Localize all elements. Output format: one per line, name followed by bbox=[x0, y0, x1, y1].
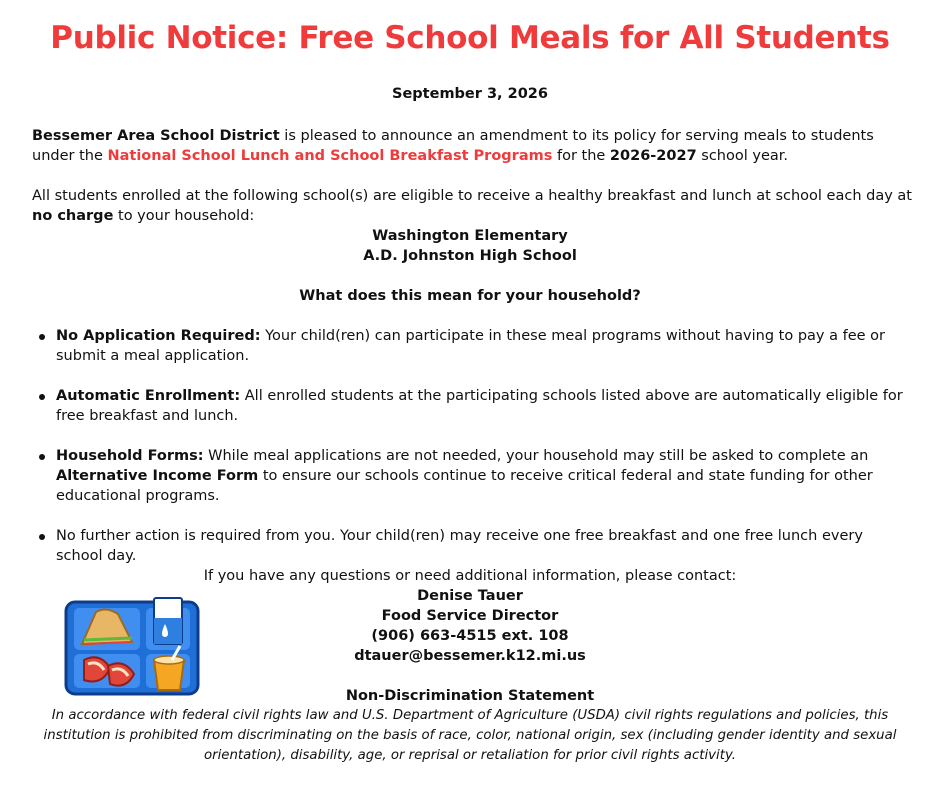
contact-email: dtauer@bessemer.k12.mi.us bbox=[354, 648, 586, 664]
bullet-heading: Automatic Enrollment: bbox=[56, 388, 241, 404]
intro-paragraph bbox=[32, 126, 912, 166]
intro-text-1: is pleased to announce an amendment to its policy for serving meals to students under the bbox=[32, 128, 874, 164]
list-item bbox=[32, 446, 912, 506]
no-charge: no charge bbox=[32, 208, 114, 224]
list-item bbox=[32, 386, 912, 426]
contact-name: Denise Tauer bbox=[417, 588, 523, 604]
bullet-text: No further action is required from you. Your child(ren) may receive one free breakfast and one free lunch every school day. bbox=[56, 528, 863, 564]
district-name: Bessemer Area School District bbox=[32, 128, 280, 144]
intro-text-2: for the bbox=[552, 148, 610, 164]
school-list bbox=[0, 226, 940, 266]
contact-role: Food Service Director bbox=[381, 608, 559, 624]
bullet-heading: No Application Required: bbox=[56, 328, 261, 344]
contact-phone: (906) 663-4515 ext. 108 bbox=[371, 628, 569, 644]
eligibility-text-2: to your household: bbox=[113, 208, 255, 224]
non-discrimination-body: In accordance with federal civil rights law and U.S. Department of Agriculture (USDA) civil rights regulations and policies, this institution is prohibited from discriminating on the basis of race, color, national origin, sex (including gender identity and sexual orientation), disability, age, or reprisal or retaliation for prior civil rights activity. bbox=[43, 708, 897, 763]
school-name: A.D. Johnston High School bbox=[363, 248, 577, 264]
bullet-text: Your child(ren) can participate in these meal programs without having to pay a fee or submit a meal application. bbox=[56, 328, 885, 364]
program-name: National School Lunch and School Breakfast Programs bbox=[107, 148, 553, 164]
bullet-text: All enrolled students at the participating schools listed above are automatically eligible for free breakfast and lunch. bbox=[56, 388, 903, 424]
list-item bbox=[32, 326, 912, 366]
alternative-income-form: Alternative Income Form bbox=[56, 468, 259, 484]
eligibility-text-1: All students enrolled at the following school(s) are eligible to receive a healthy breakfast and lunch at school each day at bbox=[32, 188, 912, 204]
school-year: 2026-2027 bbox=[609, 148, 697, 164]
non-discrimination-title: Non-Discrimination Statement bbox=[345, 688, 595, 704]
page-title: Public Notice: Free School Meals for All Students bbox=[50, 20, 890, 56]
benefit-list bbox=[32, 326, 912, 586]
list-item bbox=[32, 526, 912, 566]
school-name: Washington Elementary bbox=[372, 228, 568, 244]
intro-text-3: school year. bbox=[696, 148, 788, 164]
bullet-text: While meal applications are not needed, your household may still be asked to complete an bbox=[203, 448, 869, 464]
bullet-heading: Household Forms: bbox=[56, 448, 204, 464]
bullet-text: to ensure our schools continue to receive critical federal and state funding for other educational programs. bbox=[56, 468, 873, 504]
contact-intro: If you have any questions or need additional information, please contact: bbox=[203, 568, 737, 584]
lunch-tray-icon bbox=[62, 594, 202, 698]
eligibility-paragraph bbox=[32, 186, 912, 226]
notice-date: September 3, 2026 bbox=[392, 86, 548, 102]
household-question: What does this mean for your household? bbox=[299, 288, 641, 304]
